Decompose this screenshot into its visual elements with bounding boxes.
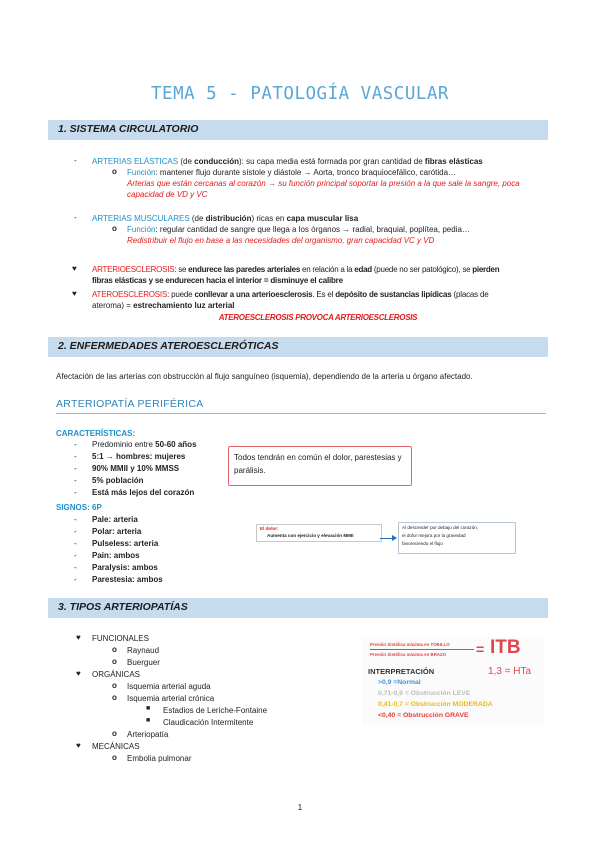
text: : se	[174, 265, 189, 274]
heart-bullet-icon: ♥	[76, 669, 81, 678]
dash-marker: -	[74, 515, 77, 524]
circle-marker: o	[112, 167, 117, 176]
characteristics-label: CARACTERÍSTICAS:	[56, 429, 136, 438]
tree-item-l1: ORGÁNICAS	[92, 670, 141, 679]
itb-interpretation: INTERPRETACIÓN	[368, 667, 435, 676]
gravity-note-line: el dolor mejora por la gravedad	[402, 533, 466, 538]
text: : mantener flujo durante sístole y diástole → Aorta, tronco braquiocefálico, carótida…	[155, 168, 457, 177]
musculares-layer: capa muscular lisa	[286, 214, 359, 223]
text: Parestesia: ambos	[92, 575, 163, 584]
arrow-right-icon	[392, 535, 397, 541]
text: (de	[178, 157, 195, 166]
function-label: Función	[127, 168, 156, 177]
dash-marker: -	[74, 213, 77, 222]
itb-hta: 1,3 = HTa	[488, 666, 532, 677]
tree-item-l2: Isquemia arterial aguda	[127, 682, 211, 691]
subheading-arteriopatia: ARTERIOPATÍA PERIFÉRICA	[56, 398, 204, 410]
tree-item-l2: Embolia pulmonar	[127, 754, 192, 763]
circle-marker: o	[112, 681, 117, 690]
text: 90% MMII y 10% MMSS	[92, 464, 180, 473]
itb-numerator: Presión Sistólica máxima en TOBILLO	[370, 642, 450, 647]
musculares-line	[92, 213, 358, 224]
text: (puede no ser patológico), se	[371, 265, 473, 274]
elasticas-function	[127, 167, 456, 178]
text: en relación a la	[300, 265, 355, 274]
itb-row-leve: 0,71-0,9 = Obstrucción LEVE	[378, 690, 471, 697]
section-2-header	[48, 337, 548, 357]
text: . Es el	[312, 290, 336, 299]
elasticas-line	[92, 156, 483, 167]
circle-marker: o	[112, 657, 117, 666]
dash-marker: -	[74, 452, 77, 461]
itb-image	[362, 637, 544, 725]
text: 50-60 años	[155, 440, 197, 449]
circle-marker: o	[112, 693, 117, 702]
text: estrechamiento luz arterial	[133, 301, 235, 310]
itb-row-normal: >0,9 =Normal	[378, 679, 421, 686]
text: Pain: ambos	[92, 551, 140, 560]
musculares-note: Redistribuir el flujo en base a las necesidades del organismo, gran capacidad VC y VD	[127, 236, 435, 245]
section-3-header	[48, 598, 548, 618]
text: Está más lejos del corazón	[92, 488, 195, 497]
text: Pale: arteria	[92, 515, 138, 524]
itb-fraction-rule	[370, 649, 474, 650]
page-number: 1	[297, 803, 303, 812]
heart-bullet-icon: ♥	[72, 264, 77, 273]
text: ) ricas en	[251, 214, 287, 223]
text: Paralysis: ambos	[92, 563, 158, 572]
tree-item-l2: Isquemia arterial crónica	[127, 694, 215, 703]
section-1-header	[48, 120, 548, 140]
itb-label: ITB	[490, 637, 521, 658]
dash-marker: -	[74, 551, 77, 560]
dash-marker: -	[74, 156, 77, 165]
section-3-heading: 3. TIPOS ARTERIOPATÍAS	[58, 601, 188, 613]
section-2-heading: 2. ENFERMEDADES ATEROESCLERÓTICAS	[58, 340, 279, 352]
tree-item-l3: Claudicación Intermitente	[163, 718, 254, 727]
function-label: Función	[127, 225, 156, 234]
dash-marker: -	[74, 563, 77, 572]
circle-marker: o	[112, 753, 117, 762]
pain-title: El dolor:	[260, 526, 279, 531]
pain-box	[256, 524, 382, 542]
dash-marker: -	[74, 488, 77, 497]
text: Predominio entre	[92, 440, 156, 449]
section-1-heading: 1. SISTEMA CIRCULATORIO	[58, 123, 199, 135]
elasticas-term: ARTERIAS ELÁSTICAS	[92, 157, 179, 166]
musculares-type: distribución	[205, 214, 252, 223]
circle-marker: o	[112, 645, 117, 654]
atero-term: ATEROESCLEROSIS	[92, 290, 168, 299]
gravity-note-box	[398, 522, 516, 554]
elasticas-note-2: capacidad de VD y VC	[127, 190, 208, 199]
gravity-note-line: favoreciendo el flujo	[402, 541, 443, 546]
circle-marker: o	[112, 224, 117, 233]
text: (de	[189, 214, 206, 223]
text: 5% población	[92, 476, 144, 485]
pain-text: Aumenta con ejercicio y elevación MMII	[267, 533, 354, 538]
text: endurece las paredes arteriales	[188, 265, 301, 274]
dash-marker: -	[74, 476, 77, 485]
text: Pulseless: arteria	[92, 539, 159, 548]
heart-bullet-icon: ♥	[76, 741, 81, 750]
dash-marker: -	[74, 575, 77, 584]
tree-item-l2: Arteriopatía	[127, 730, 169, 739]
atero-line-1	[92, 289, 488, 300]
dash-marker: -	[74, 539, 77, 548]
itb-row-moderada: 0,41-0,7 = Obstrucción MODERADA	[378, 701, 493, 708]
gravity-note-line: Al descender por debajo del corazón,	[402, 525, 479, 530]
atero-conclusion: ATEROESCLEROSIS PROVOCA ARTERIOESCLEROSIS	[218, 313, 418, 322]
dash-marker: -	[74, 464, 77, 473]
tree-item-l1: FUNCIONALES	[92, 634, 149, 643]
itb-row-grave: <0,40 = Obstrucción GRAVE	[378, 712, 469, 719]
elasticas-note-1: Arterias que están cercanas al corazón → su función principal soportar la presión a la que sale la sangre, poca	[127, 179, 520, 188]
elasticas-type: conducción	[194, 157, 240, 166]
tree-item-l3: Estadios de Leriche-Fontaine	[163, 706, 268, 715]
arterio-line-1	[92, 264, 499, 275]
itb-denominator: Presión Sistólica máxima en BRAZO	[370, 652, 447, 657]
text: 5:1 → hombres: mujeres	[92, 452, 186, 461]
square-bullet-icon: ■	[146, 717, 151, 724]
text: conllevar a una arterioesclerosis	[194, 290, 313, 299]
itb-equals: =	[476, 641, 485, 657]
text: edad	[354, 265, 372, 274]
tree-item-l2: Buerguer	[127, 658, 160, 667]
text: ateroma) =	[92, 301, 134, 310]
subheading-rule	[56, 413, 546, 414]
arterio-line-2: fibras elásticas y se endurecen hacia el interior = disminuye el calibre	[92, 276, 343, 285]
signs-label: SIGNOS: 6P	[56, 503, 102, 512]
text: : puede	[167, 290, 195, 299]
text: pierden	[472, 265, 500, 274]
square-bullet-icon: ■	[146, 705, 151, 712]
tree-item-l1: MECÁNICAS	[92, 742, 140, 751]
text: Polar: arteria	[92, 527, 142, 536]
page-title: TEMA 5 - PATOLOGÍA VASCULAR	[151, 84, 449, 104]
musculares-function	[127, 224, 470, 235]
text: depósito de sustancias lipídicas	[335, 290, 452, 299]
arterio-term: ARTERIOESCLEROSIS	[92, 265, 175, 274]
elasticas-fibers: fibras elásticas	[424, 157, 483, 166]
text: : regular cantidad de sangre que llega a los órganos → radial, braquial, poplítea, pedia…	[155, 225, 470, 234]
dash-marker: -	[74, 440, 77, 449]
circle-marker: o	[112, 729, 117, 738]
tree-item-l2: Raynaud	[127, 646, 160, 655]
text: (placas de	[451, 290, 489, 299]
heart-bullet-icon: ♥	[72, 289, 77, 298]
heart-bullet-icon: ♥	[76, 633, 81, 642]
text: ): su capa media está formada por gran cantidad de	[239, 157, 425, 166]
section-2-intro: Afectación de las arterias con obstrucción al flujo sanguíneo (isquemia), dependiendo de la arteria u órgano afectado.	[56, 372, 473, 381]
dash-marker: -	[74, 527, 77, 536]
musculares-term: ARTERIAS MUSCULARES	[92, 214, 190, 223]
note-text: Todos tendrán en común el dolor, parestesias y parálisis.	[234, 453, 402, 475]
atero-line-2	[92, 300, 235, 311]
